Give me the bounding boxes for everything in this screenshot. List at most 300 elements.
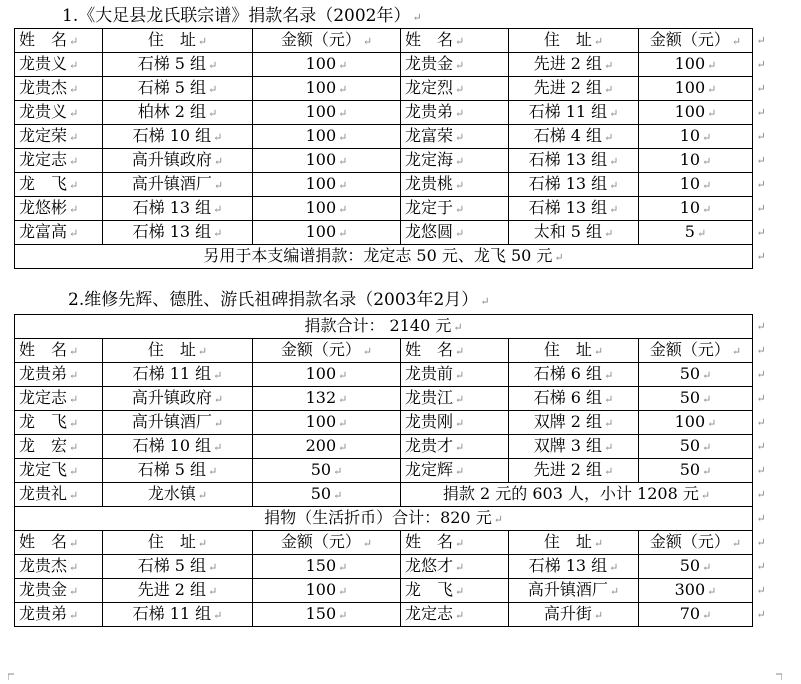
cell-end-mark-icon: ↵: [702, 561, 712, 574]
cell-text: 石梯 5 组: [137, 460, 207, 479]
cell-end-mark-icon: ↵: [593, 537, 604, 550]
page-corner-left-icon: [8, 670, 18, 680]
table-row: [15, 363, 753, 387]
cell-end-mark-icon: ↵: [208, 465, 218, 478]
cell-text: 龙贵弟: [19, 364, 68, 383]
note-cell: [15, 245, 753, 269]
cell-text: 100: [305, 580, 337, 599]
cell-text: 100: [674, 102, 706, 121]
amount-cell: [253, 221, 401, 245]
cell-text: 龙定荣: [19, 126, 68, 145]
name-cell: [15, 197, 103, 221]
cell-text: 捐款合计： 2140 元: [304, 316, 452, 335]
heading-text: 2.维修先辉、德胜、游氏祖碑捐款名录（2003年2月）: [68, 290, 479, 310]
cell-text: 姓 名: [19, 30, 68, 49]
cell-text: 捐物（生活折币）合计：820 元: [264, 508, 492, 527]
header-cell: [509, 29, 639, 53]
cell-text: 龙定志: [405, 604, 454, 623]
amount-cell: [253, 387, 401, 411]
cell-end-mark-icon: ↵: [702, 203, 712, 216]
address-cell: [103, 363, 253, 387]
row-end-mark-icon: ↵: [756, 178, 766, 191]
cell-text: 100: [674, 412, 706, 431]
cell-text: 龙贵弟: [19, 604, 68, 623]
cell-text: 龙定志: [19, 388, 68, 407]
cell-text: 50: [310, 484, 332, 503]
cell-end-mark-icon: ↵: [69, 393, 79, 406]
cell-text: 150: [305, 556, 337, 575]
name-cell: [15, 387, 103, 411]
cell-text: 金额（元）: [649, 30, 730, 49]
cell-end-mark-icon: ↵: [604, 131, 614, 144]
name-cell: [401, 363, 509, 387]
cell-end-mark-icon: ↵: [69, 59, 79, 72]
name-cell: [15, 149, 103, 173]
cell-end-mark-icon: ↵: [455, 107, 465, 120]
cell-text: 住 址: [543, 532, 592, 551]
table-row: [15, 603, 753, 627]
row-end-mark-icon: ↵: [756, 464, 766, 477]
cell-text: 50: [679, 460, 701, 479]
address-cell: [509, 555, 639, 579]
table-row: [15, 221, 753, 245]
table-row: [15, 101, 753, 125]
summary-cell: [401, 483, 753, 507]
amount-cell: [253, 483, 401, 507]
cell-end-mark-icon: ↵: [197, 35, 208, 48]
address-cell: [509, 149, 639, 173]
address-cell: [509, 53, 639, 77]
table-row: [15, 149, 753, 173]
cell-text: 龙定海: [405, 150, 454, 169]
cell-text: 龙贵刚: [405, 412, 454, 431]
address-cell: [103, 173, 253, 197]
name-cell: [401, 411, 509, 435]
name-cell: [15, 435, 103, 459]
table-header-row: [15, 339, 753, 363]
name-cell: [401, 579, 509, 603]
cell-end-mark-icon: ↵: [604, 465, 614, 478]
name-cell: [401, 173, 509, 197]
name-cell: [15, 221, 103, 245]
cell-text: 龙悠才: [405, 556, 454, 575]
cell-end-mark-icon: ↵: [69, 155, 79, 168]
header-cell: [509, 339, 639, 363]
cell-text: 龙 飞: [405, 580, 454, 599]
cell-end-mark-icon: ↵: [455, 369, 465, 382]
cell-end-mark-icon: ↵: [362, 35, 373, 48]
cell-text: 双牌 2 组: [533, 412, 603, 431]
cell-end-mark-icon: ↵: [731, 35, 742, 48]
cell-end-mark-icon: ↵: [455, 131, 465, 144]
cell-text: 住 址: [147, 340, 196, 359]
cell-end-mark-icon: ↵: [69, 35, 79, 48]
address-cell: [103, 125, 253, 149]
cell-end-mark-icon: ↵: [69, 537, 79, 550]
cell-end-mark-icon: ↵: [702, 179, 712, 192]
name-cell: [15, 53, 103, 77]
cell-end-mark-icon: ↵: [455, 345, 465, 358]
cell-text: 石梯 5 组: [137, 78, 207, 97]
cell-text: 龙贵杰: [19, 78, 68, 97]
name-cell: [401, 101, 509, 125]
table-row: [15, 579, 753, 603]
address-cell: [103, 53, 253, 77]
cell-end-mark-icon: ↵: [69, 203, 79, 216]
cell-end-mark-icon: ↵: [455, 561, 465, 574]
cell-text: 住 址: [147, 532, 196, 551]
cell-end-mark-icon: ↵: [69, 369, 79, 382]
cell-end-mark-icon: ↵: [69, 83, 79, 96]
address-cell: [509, 101, 639, 125]
total-cell: [15, 315, 753, 339]
address-cell: [509, 459, 639, 483]
cell-end-mark-icon: ↵: [362, 537, 373, 550]
amount-cell: [639, 435, 753, 459]
cell-end-mark-icon: ↵: [213, 369, 223, 382]
cell-text: 龙贵金: [19, 580, 68, 599]
cell-end-mark-icon: ↵: [702, 609, 712, 622]
name-cell: [15, 77, 103, 101]
cell-text: 龙贵义: [19, 102, 68, 121]
cell-end-mark-icon: ↵: [609, 585, 620, 598]
cell-end-mark-icon: ↵: [731, 537, 742, 550]
cell-end-mark-icon: ↵: [702, 393, 712, 406]
cell-text: 姓 名: [19, 340, 68, 359]
cell-text: 100: [305, 364, 337, 383]
header-cell: [253, 29, 401, 53]
cell-end-mark-icon: ↵: [338, 417, 348, 430]
cell-end-mark-icon: ↵: [604, 83, 614, 96]
row-end-mark-icon: ↵: [756, 560, 766, 573]
cell-text: 金额（元）: [649, 532, 730, 551]
cell-end-mark-icon: ↵: [69, 489, 79, 502]
table-total-row: [15, 507, 753, 531]
row-end-mark-icon: ↵: [756, 82, 766, 95]
cell-text: 龙贵桃: [405, 174, 454, 193]
cell-end-mark-icon: ↵: [702, 441, 712, 454]
cell-text: 双牌 3 组: [533, 436, 603, 455]
header-cell: [639, 531, 753, 555]
amount-cell: [253, 53, 401, 77]
cell-end-mark-icon: ↵: [338, 609, 348, 622]
donation-table-2002: [14, 28, 753, 269]
cell-end-mark-icon: ↵: [338, 227, 348, 240]
cell-end-mark-icon: ↵: [455, 83, 465, 96]
address-cell: [509, 125, 639, 149]
cell-text: 高升镇酒厂: [131, 174, 212, 193]
cell-end-mark-icon: ↵: [338, 179, 348, 192]
cell-text: 石梯 5 组: [137, 556, 207, 575]
cell-text: 龙贵金: [405, 54, 454, 73]
cell-text: 先进 2 组: [137, 580, 207, 599]
address-cell: [509, 363, 639, 387]
cell-end-mark-icon: ↵: [213, 393, 224, 406]
amount-cell: [639, 101, 753, 125]
cell-text: 100: [305, 54, 337, 73]
cell-end-mark-icon: ↵: [455, 155, 465, 168]
cell-text: 龙贵前: [405, 364, 454, 383]
cell-end-mark-icon: ↵: [338, 369, 348, 382]
cell-text: 132: [305, 388, 337, 407]
cell-end-mark-icon: ↵: [208, 83, 218, 96]
cell-text: 石梯 13 组: [132, 222, 212, 241]
cell-text: 龙贵弟: [405, 102, 454, 121]
row-end-mark-icon: ↵: [756, 512, 766, 525]
cell-end-mark-icon: ↵: [338, 393, 348, 406]
cell-end-mark-icon: ↵: [338, 59, 348, 72]
cell-text: 先进 2 组: [533, 78, 603, 97]
address-cell: [509, 411, 639, 435]
name-cell: [401, 459, 509, 483]
header-cell: [639, 339, 753, 363]
amount-cell: [639, 363, 753, 387]
address-cell: [103, 435, 253, 459]
cell-end-mark-icon: ↵: [453, 321, 463, 334]
cell-end-mark-icon: ↵: [696, 227, 707, 240]
cell-text: 龙贵江: [405, 388, 454, 407]
header-cell: [253, 339, 401, 363]
cell-text: 100: [305, 222, 337, 241]
row-end-mark-icon: ↵: [756, 202, 766, 215]
table-row: [15, 387, 753, 411]
row-end-mark-icon: ↵: [756, 416, 766, 429]
cell-end-mark-icon: ↵: [69, 441, 79, 454]
table-row: [15, 483, 753, 507]
amount-cell: [253, 603, 401, 627]
cell-end-mark-icon: ↵: [455, 59, 465, 72]
table-row: [15, 77, 753, 101]
cell-end-mark-icon: ↵: [702, 369, 712, 382]
cell-end-mark-icon: ↵: [213, 227, 223, 240]
header-cell: [253, 531, 401, 555]
row-end-mark-icon: ↵: [756, 368, 766, 381]
address-cell: [103, 411, 253, 435]
name-cell: [15, 555, 103, 579]
amount-cell: [639, 173, 753, 197]
header-cell: [401, 339, 509, 363]
cell-text: 石梯 13 组: [528, 150, 608, 169]
header-cell: [103, 29, 253, 53]
cell-text: 龙富荣: [405, 126, 454, 145]
cell-text: 200: [305, 436, 337, 455]
row-end-mark-icon: ↵: [756, 34, 766, 47]
amount-cell: [253, 459, 401, 483]
cell-text: 石梯 11 组: [528, 102, 608, 121]
cell-end-mark-icon: ↵: [213, 131, 223, 144]
cell-text: 100: [305, 198, 337, 217]
table-row: [15, 197, 753, 221]
cell-text: 住 址: [543, 30, 592, 49]
cell-end-mark-icon: ↵: [707, 417, 717, 430]
cell-text: 10: [679, 174, 701, 193]
address-cell: [103, 221, 253, 245]
table-row: [15, 435, 753, 459]
name-cell: [15, 101, 103, 125]
heading-donation-list-2002: [62, 4, 422, 30]
amount-cell: [253, 173, 401, 197]
amount-cell: [639, 77, 753, 101]
cell-text: 住 址: [543, 340, 592, 359]
header-cell: [15, 531, 103, 555]
cell-text: 石梯 4 组: [533, 126, 603, 145]
amount-cell: [253, 77, 401, 101]
cell-text: 100: [674, 78, 706, 97]
cell-end-mark-icon: ↵: [731, 345, 742, 358]
header-cell: [15, 29, 103, 53]
name-cell: [401, 603, 509, 627]
cell-text: 龙 宏: [19, 436, 68, 455]
cell-end-mark-icon: ↵: [213, 179, 224, 192]
header-cell: [401, 531, 509, 555]
cell-text: 龙定于: [405, 198, 454, 217]
header-cell: [639, 29, 753, 53]
cell-text: 石梯 13 组: [528, 556, 608, 575]
cell-end-mark-icon: ↵: [455, 35, 465, 48]
cell-text: 龙定烈: [405, 78, 454, 97]
amount-cell: [639, 221, 753, 245]
name-cell: [15, 173, 103, 197]
cell-end-mark-icon: ↵: [333, 489, 343, 502]
row-end-mark-icon: ↵: [756, 106, 766, 119]
cell-end-mark-icon: ↵: [69, 227, 79, 240]
cell-end-mark-icon: ↵: [69, 131, 79, 144]
header-cell: [15, 339, 103, 363]
cell-text: 龙 飞: [19, 412, 68, 431]
cell-text: 石梯 13 组: [132, 198, 212, 217]
cell-end-mark-icon: ↵: [213, 441, 223, 454]
cell-end-mark-icon: ↵: [604, 59, 614, 72]
cell-end-mark-icon: ↵: [455, 227, 465, 240]
cell-end-mark-icon: ↵: [455, 609, 465, 622]
amount-cell: [639, 579, 753, 603]
cell-text: 先进 2 组: [533, 460, 603, 479]
cell-end-mark-icon: ↵: [333, 465, 343, 478]
cell-end-mark-icon: ↵: [593, 609, 604, 622]
address-cell: [103, 197, 253, 221]
cell-end-mark-icon: ↵: [455, 537, 465, 550]
name-cell: [15, 483, 103, 507]
row-end-mark-icon: ↵: [756, 226, 766, 239]
cell-text: 捐款 2 元的 603 人，小计 1208 元: [442, 484, 699, 503]
cell-text: 50: [679, 556, 701, 575]
row-end-mark-icon: ↵: [756, 488, 766, 501]
cell-end-mark-icon: ↵: [455, 393, 465, 406]
cell-text: 石梯 11 组: [132, 364, 212, 383]
cell-end-mark-icon: ↵: [609, 561, 619, 574]
cell-text: 姓 名: [405, 532, 454, 551]
name-cell: [15, 603, 103, 627]
cell-end-mark-icon: ↵: [707, 59, 717, 72]
row-end-mark-icon: ↵: [756, 130, 766, 143]
cell-text: 龙富高: [19, 222, 68, 241]
cell-text: 石梯 13 组: [528, 198, 608, 217]
cell-end-mark-icon: ↵: [609, 107, 619, 120]
cell-end-mark-icon: ↵: [197, 537, 208, 550]
amount-cell: [639, 603, 753, 627]
cell-end-mark-icon: ↵: [69, 561, 79, 574]
cell-end-mark-icon: ↵: [69, 465, 79, 478]
cell-end-mark-icon: ↵: [213, 417, 224, 430]
address-cell: [509, 197, 639, 221]
cell-text: 70: [679, 604, 701, 623]
cell-text: 100: [305, 126, 337, 145]
cell-end-mark-icon: ↵: [338, 131, 348, 144]
cell-end-mark-icon: ↵: [69, 417, 79, 430]
cell-end-mark-icon: ↵: [69, 585, 79, 598]
cell-end-mark-icon: ↵: [69, 107, 79, 120]
cell-text: 龙悠圆: [405, 222, 454, 241]
amount-cell: [639, 125, 753, 149]
cell-text: 150: [305, 604, 337, 623]
table-note-row: [15, 245, 753, 269]
cell-end-mark-icon: ↵: [208, 59, 218, 72]
address-cell: [509, 603, 639, 627]
amount-cell: [639, 53, 753, 77]
cell-end-mark-icon: ↵: [604, 393, 614, 406]
cell-text: 100: [305, 174, 337, 193]
cell-text: 龙定辉: [405, 460, 454, 479]
cell-end-mark-icon: ↵: [604, 369, 614, 382]
cell-end-mark-icon: ↵: [69, 345, 79, 358]
name-cell: [15, 125, 103, 149]
cell-end-mark-icon: ↵: [702, 155, 712, 168]
address-cell: [103, 77, 253, 101]
cell-end-mark-icon: ↵: [455, 441, 465, 454]
cell-text: 高升镇政府: [131, 388, 212, 407]
cell-end-mark-icon: ↵: [593, 35, 604, 48]
address-cell: [509, 221, 639, 245]
amount-cell: [253, 435, 401, 459]
amount-cell: [253, 101, 401, 125]
cell-end-mark-icon: ↵: [338, 107, 348, 120]
cell-end-mark-icon: ↵: [455, 585, 465, 598]
donation-table-2003: [14, 314, 753, 627]
cell-end-mark-icon: ↵: [707, 107, 717, 120]
cell-end-mark-icon: ↵: [338, 561, 348, 574]
table-row: [15, 555, 753, 579]
name-cell: [401, 125, 509, 149]
row-end-mark-icon: ↵: [756, 344, 766, 357]
cell-text: 金额（元）: [649, 340, 730, 359]
row-end-mark-icon: ↵: [756, 440, 766, 453]
cell-text: 50: [310, 460, 332, 479]
table-row: [15, 173, 753, 197]
cell-end-mark-icon: ↵: [455, 203, 465, 216]
amount-cell: [253, 579, 401, 603]
cell-text: 龙 飞: [19, 174, 68, 193]
cell-end-mark-icon: ↵: [707, 585, 717, 598]
cell-text: 50: [679, 436, 701, 455]
cell-text: 10: [679, 126, 701, 145]
name-cell: [15, 411, 103, 435]
row-end-mark-icon: ↵: [756, 154, 766, 167]
cell-text: 龙悠彬: [19, 198, 68, 217]
heading-text: 1.《大足县龙氏联宗谱》捐款名录（2002年）: [62, 6, 411, 26]
cell-end-mark-icon: ↵: [208, 585, 218, 598]
row-end-mark-icon: ↵: [756, 584, 766, 597]
cell-text: 高升镇政府: [131, 150, 212, 169]
cell-text: 金额（元）: [280, 340, 361, 359]
cell-text: 石梯 10 组: [132, 436, 212, 455]
cell-end-mark-icon: ↵: [604, 417, 614, 430]
amount-cell: [639, 411, 753, 435]
cell-text: 先进 2 组: [533, 54, 603, 73]
name-cell: [401, 77, 509, 101]
address-cell: [103, 579, 253, 603]
cell-text: 100: [305, 412, 337, 431]
cell-text: 龙定飞: [19, 460, 68, 479]
